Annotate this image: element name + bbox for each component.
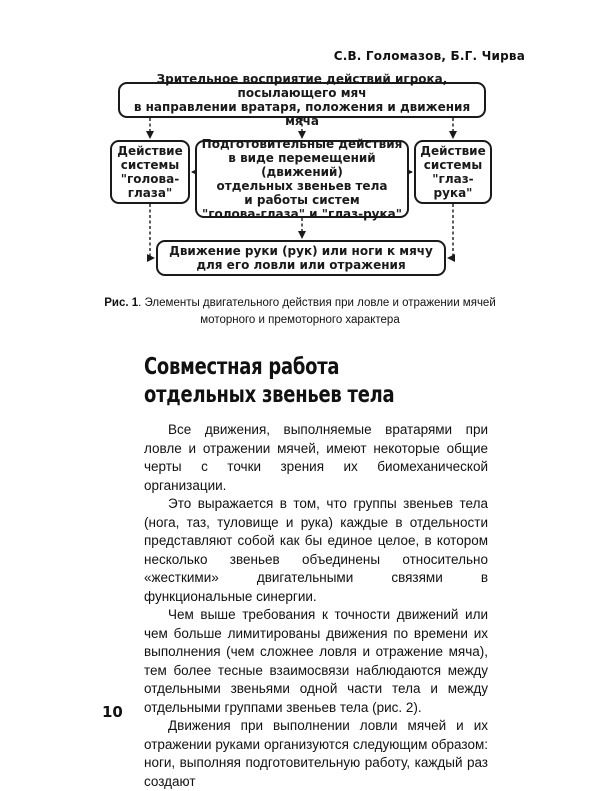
- running-header-authors: С.В. Голомазов, Б.Г. Чирва: [333, 49, 525, 63]
- paragraph: Это выражается в том, что группы звеньев тела (нога, таз, туловище и рука) каждые в отдельности представляют собой как бы единое целое, в котором несколько звеньев объединены относительно «жесткими» двигательными связями в функциональные синергии.: [144, 496, 488, 604]
- diagram-box-hand-leg-movement: Движение руки (рук) или ноги к мячу для его ловли или отражения: [156, 240, 446, 276]
- figure-caption-text: . Элементы двигательного действия при ловле и отражении мячей моторного и премоторного характера: [138, 297, 496, 326]
- diagram-box-preparatory-actions: Подготовительные действия в виде перемещений (движений) отдельных звеньев тела и работы систем "голова-глаза" и "глаз-рука": [195, 140, 409, 218]
- paragraph: Все движения, выполняемые вратарями при ловле и отражении мячей, имеют некоторые общие черты с точки зрения их биомеханической организации.: [144, 422, 488, 493]
- diagram-box-head-eyes: Действие системы "голова- глаза": [110, 140, 190, 204]
- figure-caption: [90, 295, 510, 329]
- diagram-box-eye-hand: Действие системы "глаз- рука": [414, 140, 492, 204]
- paragraph: Чем выше требования к точности движений или чем больше лимитированы движения по времени их выполнения (чем сложнее ловля и отражение мяча), тем более тесные взаимосвязи наблюдаются между отдельными звеньями одной части тела и между отдельными группами звеньев тела (рис. 2).: [144, 607, 488, 715]
- page-number: 10: [102, 703, 123, 721]
- section-heading: Совместная работа отдельных звеньев тела: [144, 354, 395, 408]
- diagram-box-visual-perception: Зрительное восприятие действий игрока, посылающего мяч в направлении вратаря, положения и движения мяча: [118, 82, 486, 118]
- paragraph: Движения при выполнении ловли мячей и их отражении руками организуются следующим образом: ноги, выполняя подготовительную работу, каждый раз создают: [144, 718, 488, 789]
- body-text: [144, 421, 488, 791]
- figure-caption-label: Рис. 1: [104, 297, 139, 309]
